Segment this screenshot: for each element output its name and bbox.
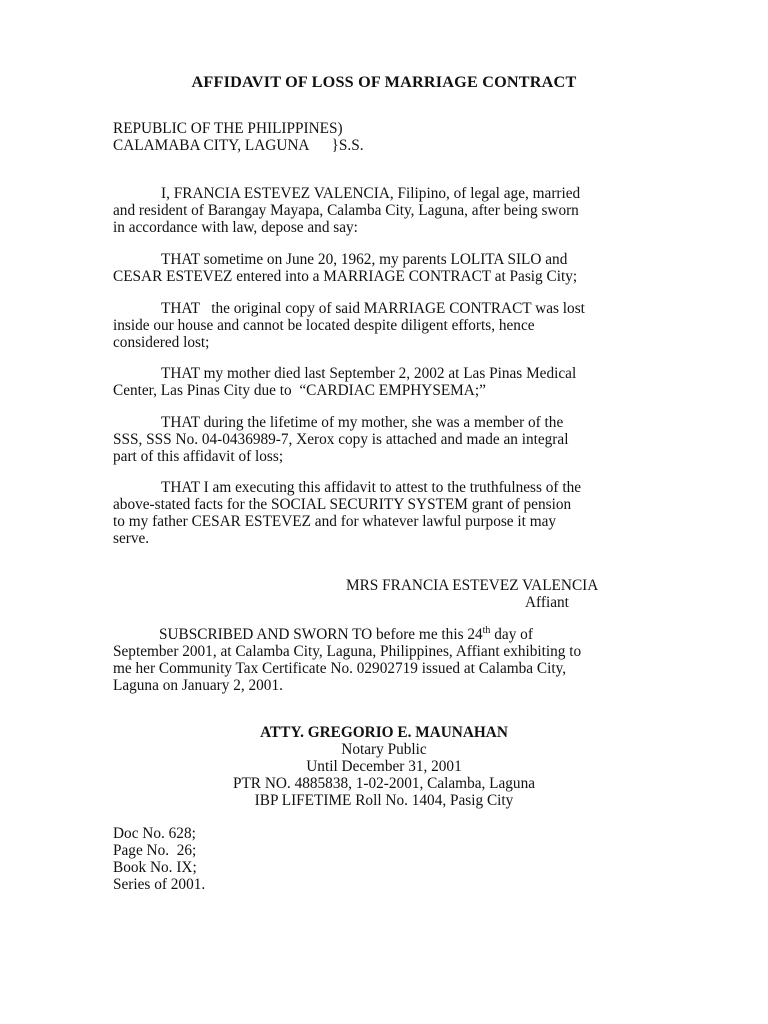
page-number: Page No. 26;: [113, 842, 197, 859]
para4-line-1: THAT during the lifetime of my mother, she was a member of the: [161, 414, 564, 431]
intro-paragraph: [113, 185, 653, 236]
notary-commission-until: Until December 31, 2001: [306, 758, 462, 775]
notary-ibp-roll: IBP LIFETIME Roll No. 1404, Pasig City: [254, 792, 514, 809]
para5-line-4: serve.: [113, 530, 150, 547]
venue-block: [113, 120, 364, 154]
series-year: Series of 2001.: [113, 876, 206, 893]
paragraph-contract-lost: [113, 300, 653, 351]
venue-line-city: CALAMABA CITY, LAGUNA }S.S.: [113, 137, 364, 154]
para4-line-2: SSS, SSS No. 04-0436989-7, Xerox copy is attached and made an integral: [113, 431, 569, 448]
para5-line-3: to my father CESAR ESTEVEZ and for whatever lawful purpose it may: [113, 513, 557, 530]
jurat-ordinal-suffix: th: [482, 624, 491, 636]
jurat-paragraph: [113, 626, 658, 694]
jurat-line-4: Laguna on January 2, 2001.: [113, 677, 283, 694]
paragraph-sss-member: [113, 414, 653, 465]
book-number: Book No. IX;: [113, 859, 197, 876]
intro-line-1: I, FRANCIA ESTEVEZ VALENCIA, Filipino, of legal age, married: [161, 185, 581, 202]
intro-line-2: and resident of Barangay Mayapa, Calamba City, Laguna, after being sworn: [113, 202, 579, 219]
para5-line-2: above-stated facts for the SOCIAL SECURITY SYSTEM grant of pension: [113, 496, 572, 513]
para1-line-2: CESAR ESTEVEZ entered into a MARRIAGE CONTRACT at Pasig City;: [113, 268, 578, 285]
venue-line-republic: REPUBLIC OF THE PHILIPPINES): [113, 120, 343, 137]
document-title: AFFIDAVIT OF LOSS OF MARRIAGE CONTRACT: [191, 73, 577, 91]
jurat-line-1-pre: SUBSCRIBED AND SWORN TO before me this 24: [159, 626, 483, 643]
para2-line-1: THAT the original copy of said MARRIAGE CONTRACT was lost: [161, 300, 585, 317]
intro-line-3: in accordance with law, depose and say:: [113, 219, 358, 236]
notary-name: ATTY. GREGORIO E. MAUNAHAN: [260, 724, 508, 741]
notary-block: [0, 724, 768, 809]
paragraph-mother-died: [113, 365, 653, 399]
doc-number: Doc No. 628;: [113, 825, 196, 842]
para3-line-1: THAT my mother died last September 2, 2002 at Las Pinas Medical: [161, 365, 577, 382]
jurat-line-1-post: day of: [490, 626, 533, 643]
paragraph-purpose: [113, 479, 653, 547]
para4-line-3: part of this affidavit of loss;: [113, 448, 284, 465]
para5-line-1: THAT I am executing this affidavit to attest to the truthfulness of the: [161, 479, 582, 496]
affiant-role: Affiant: [525, 594, 569, 611]
notarial-register-block: [113, 825, 205, 893]
para2-line-2: inside our house and cannot be located despite diligent efforts, hence: [113, 317, 535, 334]
para1-line-1: THAT sometime on June 20, 1962, my parents LOLITA SILO and: [161, 251, 568, 268]
affiant-name: MRS FRANCIA ESTEVEZ VALENCIA: [346, 577, 599, 594]
notary-title: Notary Public: [341, 741, 427, 758]
paragraph-parents-marriage: [113, 251, 653, 285]
notary-ptr-number: PTR NO. 4885838, 1-02-2001, Calamba, Laguna: [232, 775, 536, 792]
para2-line-3: considered lost;: [113, 334, 210, 351]
jurat-line-3: me her Community Tax Certificate No. 02902719 issued at Calamba City,: [113, 660, 567, 677]
para3-line-2: Center, Las Pinas City due to “CARDIAC EMPHYSEMA;”: [113, 382, 486, 399]
jurat-line-2: September 2001, at Calamba City, Laguna, Philippines, Affiant exhibiting to: [113, 643, 582, 660]
